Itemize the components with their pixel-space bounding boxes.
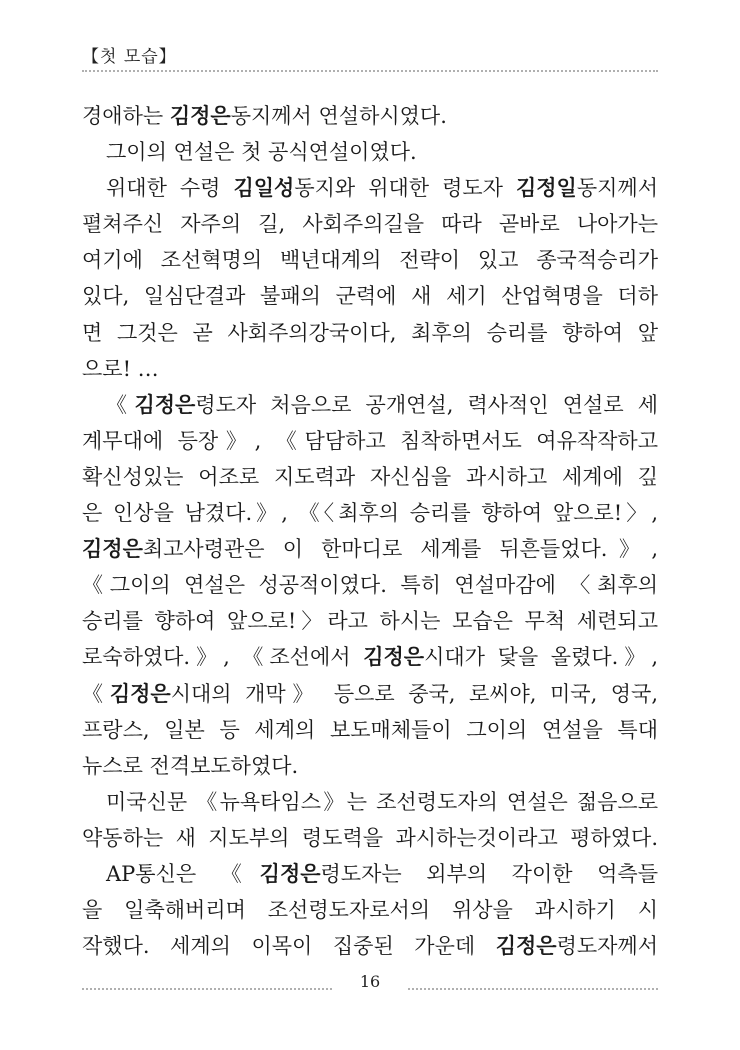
text-segment: 령도자는 외부의 각이한 억측들 [320,861,658,886]
text-segment: 확신성있는 어조로 지도력과 자신심을 과시하고 세계에 깊 [82,464,658,489]
text-segment: 동지께서 연설하시였다. [230,104,447,128]
text-segment: 뉴스로 전격보도하였다. [82,753,299,778]
text-line [82,278,658,314]
text-segment: 펼쳐주신 자주의 길, 사회주의길을 따라 곧바로 나아가는 [82,212,658,237]
text-segment: 을 일축해버리며 조선령도자로서의 위상을 과시하기 시 [82,898,658,923]
text-line [82,423,658,459]
text-line [82,639,658,675]
leader-name: 김정은 [169,104,231,128]
page-number: 16 [359,972,381,991]
text-segment: 약동하는 새 지도부의 령도력을 과시하는것이라고 평하였다. [82,825,658,850]
text-segment: 위대한 수령 [106,176,234,201]
text-segment: 시대의 개막》 등으로 중국, 로씨야, 미국, 영국, [170,681,658,706]
text-line [82,98,658,134]
text-segment: 로숙하였다.》, 《조선에서 [82,645,364,670]
text-segment: 시대가 닻을 올렸다.》, [424,645,658,670]
footer-divider-right [408,988,658,990]
text-segment: 령도자께서 [556,934,658,959]
text-line [82,784,658,820]
text-line [82,748,658,784]
text-segment: 령도자 처음으로 공개연설, 력사적인 연설로 세 [195,392,659,417]
text-line [82,567,658,603]
text-line [82,712,658,748]
text-line [82,351,658,387]
text-segment: 작했다. 세계의 이목이 집중된 가운데 [82,934,496,959]
text-line [82,820,658,856]
text-segment: 있다, 일심단결과 불패의 군력에 새 세기 산업혁명을 더하 [82,284,658,309]
text-segment: 경애하는 [82,104,170,128]
text-line [82,928,658,964]
leader-name: 김정은 [495,934,557,959]
leader-name: 김일성 [233,176,295,201]
text-segment: 동지께서 [576,176,658,201]
text-line [82,134,658,170]
text-segment: 그이의 연설은 첫 공식연설이였다. [106,140,417,165]
leader-name: 김정은 [259,861,321,886]
leader-name: 김정일 [515,176,577,201]
text-segment: AP통신은 《 [106,861,260,886]
text-line [82,206,658,242]
text-line [82,495,658,531]
leader-name: 김정은 [109,681,171,706]
text-line [82,531,658,567]
text-segment: 면 그것은 곧 사회주의강국이다, 최후의 승리를 향하여 앞 [82,320,658,345]
header-divider [82,70,658,72]
text-segment: 최고사령관은 이 한마디로 세계를 뒤흔들었다.》, [142,537,658,562]
text-segment: 계무대에 등장》, 《담담하고 침착하면서도 여유작작하고 [82,428,658,453]
text-segment: 미국신문 《뉴욕타임스》는 조선령도자의 연설은 젊음으로 [106,789,658,814]
text-segment: 《 [82,681,110,706]
footer-divider-left [82,988,332,990]
leader-name: 김정은 [363,645,425,670]
running-header: 【첫 모습】 [82,47,177,67]
text-segment: 은 인상을 남겼다.》, 《〈최후의 승리를 향하여 앞으로!〉, [82,501,658,526]
text-line [82,603,658,639]
text-line [82,170,658,206]
text-segment: 동지와 위대한 령도자 [294,176,516,201]
text-segment: 《 [106,392,135,417]
text-line [82,387,658,423]
text-line [82,676,658,712]
leader-name: 김정은 [134,392,196,417]
text-line [82,892,658,928]
text-line [82,856,658,892]
text-segment: 으로! … [82,356,159,381]
text-segment: 승리를 향하여 앞으로!〉라고 하시는 모습은 무척 세련되고 [82,609,658,634]
text-segment: 여기에 조선혁명의 백년대계의 전략이 있고 종국적승리가 [82,248,658,273]
text-segment: 《그이의 연설은 성공적이였다. 특히 연설마감에 〈최후의 [82,573,658,598]
text-line [82,315,658,351]
leader-name: 김정은 [82,537,143,562]
text-line [82,242,658,278]
body-text [82,98,658,964]
text-line [82,459,658,495]
text-segment: 프랑스, 일본 등 세계의 보도매체들이 그이의 연설을 특대 [82,717,658,742]
